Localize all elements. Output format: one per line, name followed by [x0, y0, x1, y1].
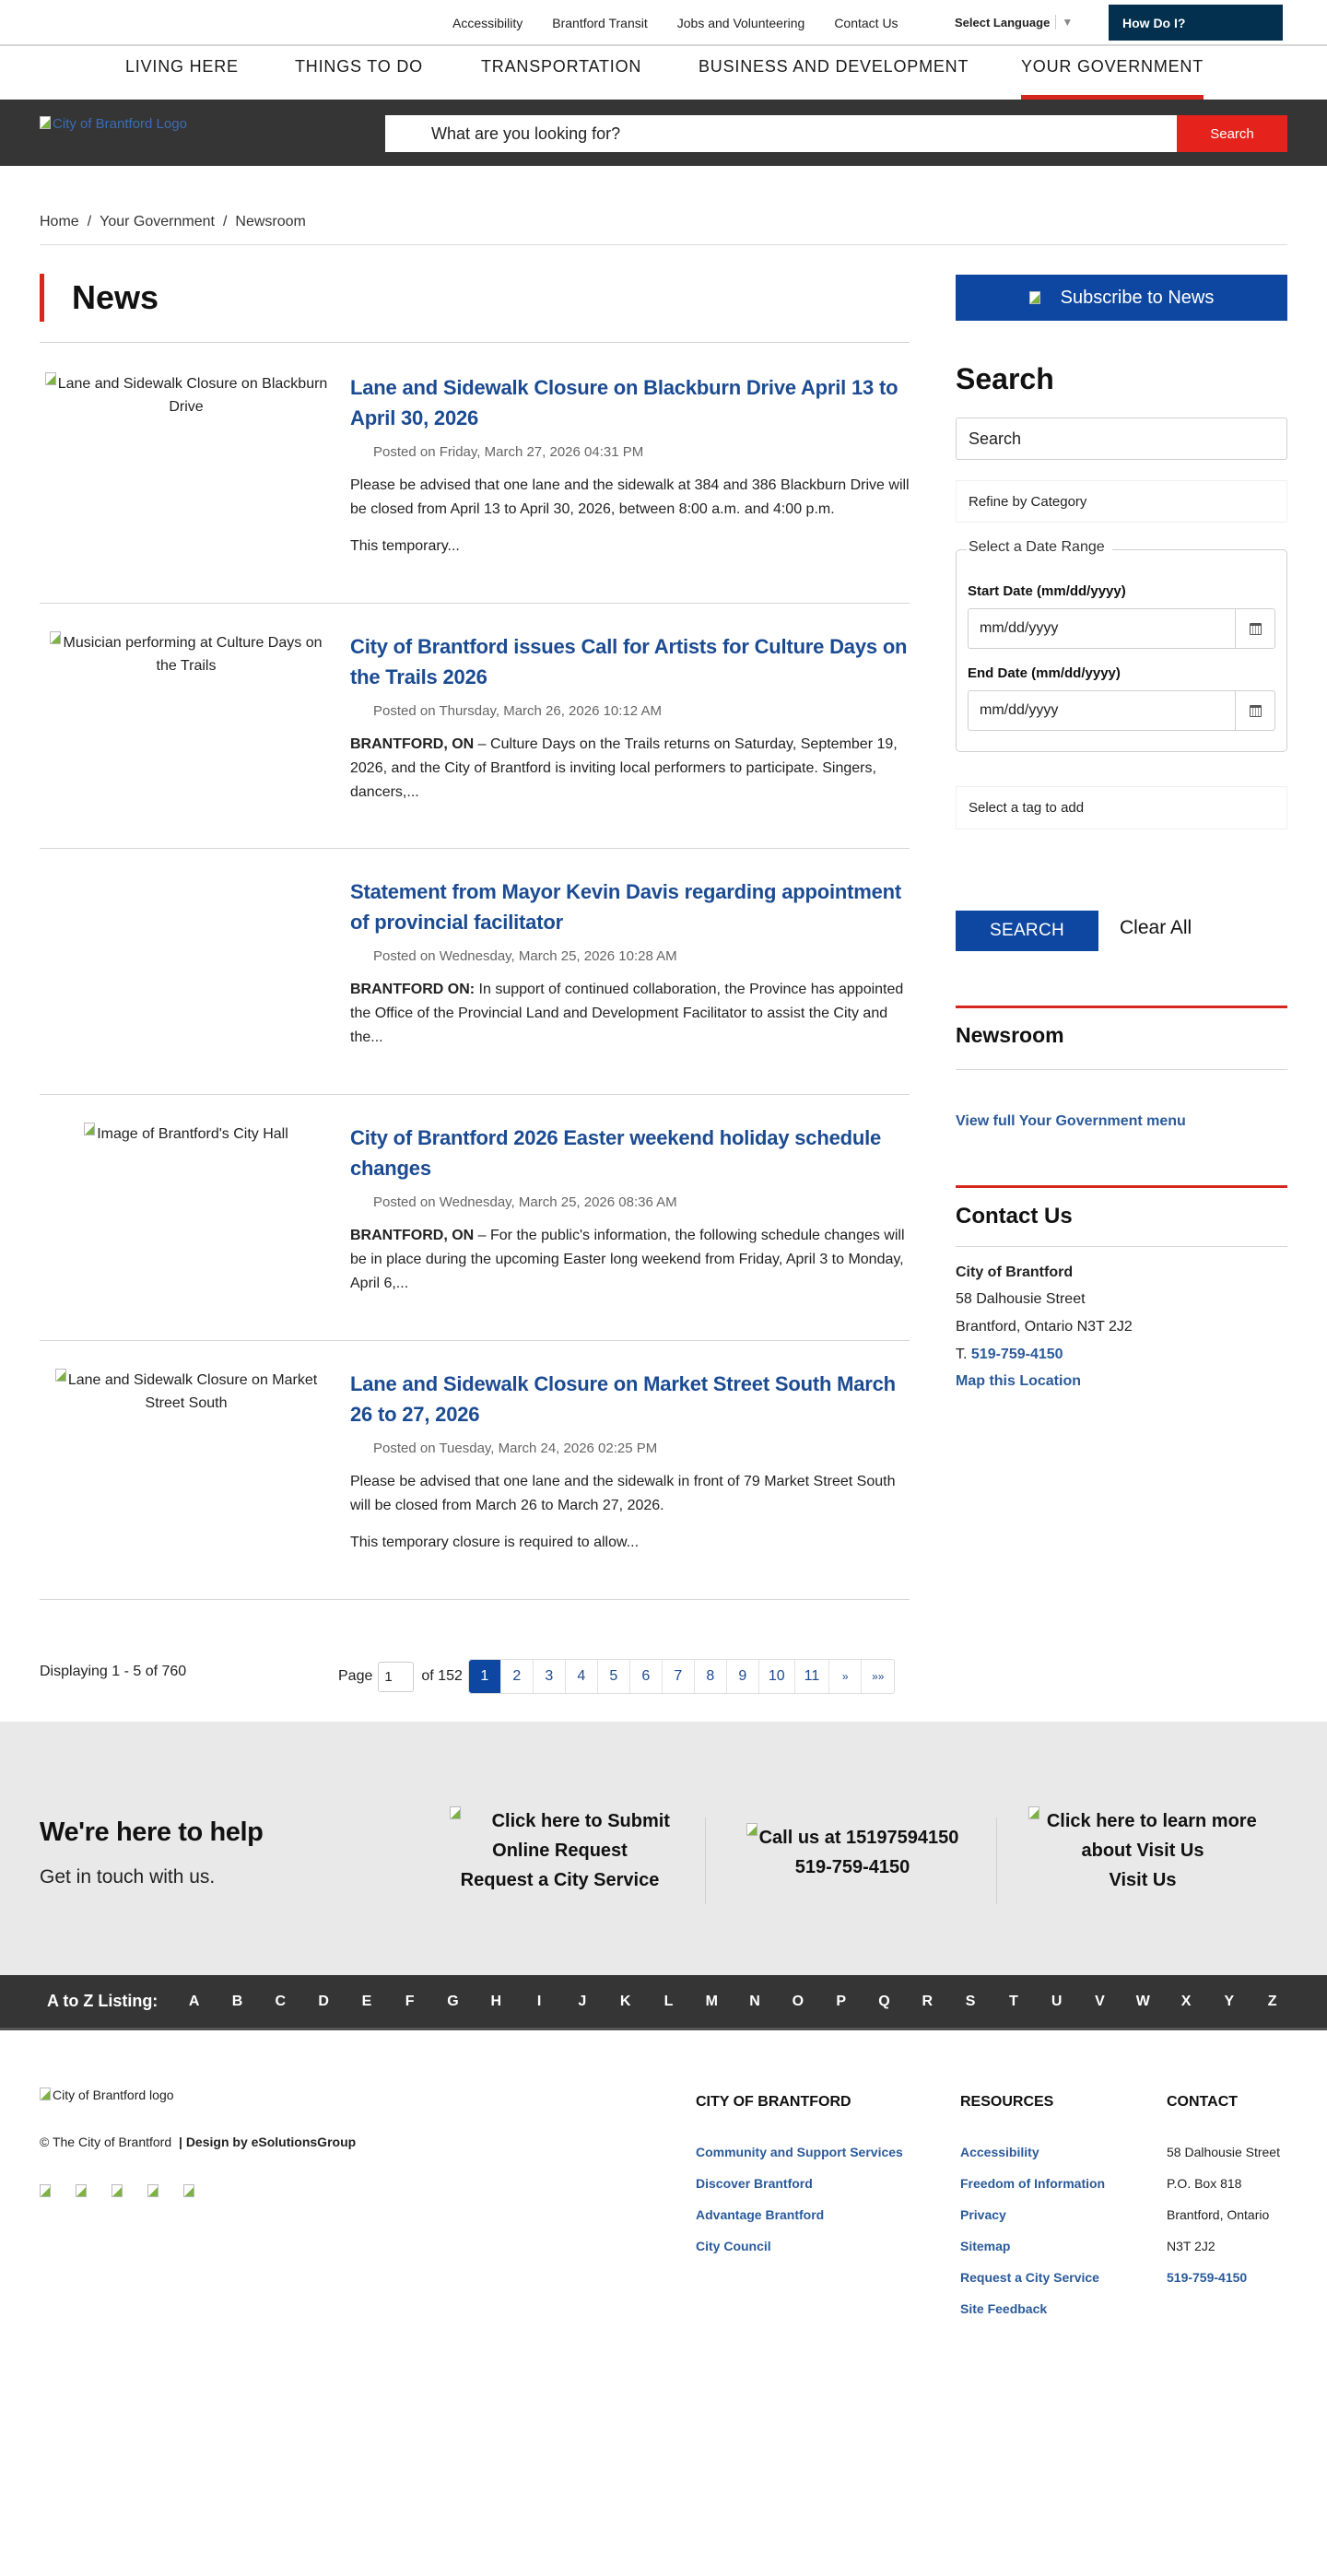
thumbnail-alt: Lane and Sidewalk Closure on Blackburn Drive	[57, 376, 328, 415]
breadcrumb-your-government[interactable]: Your Government	[100, 214, 215, 229]
news-excerpt: This temporary...	[350, 538, 460, 554]
news-excerpt: Please be advised that one lane and the sidewalk in front of 79 Market Street South will be closed from March 26 to March 27, 2026.	[350, 1474, 896, 1513]
view-full-menu-link[interactable]: View full Your Government menu	[956, 1113, 1186, 1129]
page-label: Page	[338, 1668, 373, 1684]
utility-link-contact[interactable]: Contact Us	[834, 16, 898, 30]
help-item-label: Request a City Service	[460, 1870, 660, 1890]
news-thumbnail[interactable]	[40, 1369, 333, 1415]
az-letter-h[interactable]: H	[490, 1993, 502, 2009]
footer-logo-alt: City of Brantford logo	[53, 2088, 174, 2102]
image-icon	[55, 1369, 66, 1382]
help-item-alt: Call us at 15197594150	[758, 1828, 959, 1848]
footer-col-contact	[1167, 2136, 1280, 2293]
news-body	[350, 1123, 910, 1296]
social-icon-4[interactable]	[147, 2184, 159, 2197]
contact-phone-link[interactable]: 519-759-4150	[970, 1347, 1063, 1362]
divider	[40, 848, 910, 849]
logo-alt-text: City of Brantford Logo	[53, 116, 187, 132]
site-search-input[interactable]: What are you looking for?	[385, 115, 1177, 152]
az-letter-x[interactable]: X	[1180, 1993, 1192, 2009]
az-letter-v[interactable]: V	[1095, 1993, 1105, 2009]
social-links	[40, 2184, 196, 2197]
help-item-image	[1014, 1806, 1272, 1865]
social-icon-2[interactable]	[76, 2184, 87, 2197]
image-icon	[84, 1123, 95, 1135]
divider	[40, 244, 1287, 245]
breadcrumb-separator: /	[87, 214, 92, 229]
divider	[705, 1817, 706, 1904]
news-body	[350, 876, 910, 1050]
az-letter-z[interactable]: Z	[1267, 1993, 1277, 2009]
footer-link[interactable]: Discover Brantford	[696, 2176, 813, 2191]
az-letter-o[interactable]: O	[792, 1993, 804, 2009]
footer-col-heading: RESOURCES	[960, 2094, 1054, 2110]
news-excerpt-text: In support of continued collaboration, the Province has appointed the Office of the Provincial Land and Development Facilitator to assist the City and the...	[350, 982, 904, 1045]
news-excerpt-text: – Culture Days on the Trails returns on Saturday, September 19, 2026, and the City of Brantford is inviting local performers to participate. Singers, dancers,...	[350, 736, 898, 800]
news-posted-date: Posted on Thursday, March 26, 2026 10:12 AM	[373, 703, 662, 719]
footer-link[interactable]: Sitemap	[960, 2239, 1011, 2253]
az-letter-f[interactable]: F	[405, 1993, 415, 2009]
last-page-button[interactable]: »»	[872, 1670, 885, 1683]
location-icon	[1028, 1806, 1039, 1819]
end-date-input[interactable]: mm/dd/yyyy	[980, 702, 1059, 718]
utility-link-jobs[interactable]: Jobs and Volunteering	[676, 16, 805, 30]
a-to-z-label: A to Z Listing:	[47, 1992, 159, 2010]
breadcrumb-current: Newsroom	[235, 214, 306, 229]
page-link-3[interactable]: 3	[534, 1660, 566, 1693]
help-item-label: 519-759-4150	[794, 1857, 910, 1877]
az-letter-t[interactable]: T	[1008, 1993, 1018, 2009]
subscribe-label: Subscribe to News	[1060, 287, 1215, 308]
social-icon-5[interactable]	[183, 2184, 194, 2197]
footer-col-city	[696, 2136, 903, 2262]
news-excerpt	[350, 733, 910, 805]
news-posted-date: Posted on Friday, March 27, 2026 04:31 PM	[373, 444, 644, 460]
az-letter-w[interactable]: W	[1135, 1993, 1150, 2009]
tag-select[interactable]: Select a tag to add	[956, 786, 1287, 829]
page-link-7[interactable]: 7	[663, 1660, 695, 1693]
breadcrumb	[40, 214, 306, 230]
language-divider	[1055, 15, 1056, 29]
end-date-field[interactable]	[968, 690, 1275, 731]
az-letter-i[interactable]: I	[536, 1993, 542, 2009]
newsroom-heading: Newsroom	[956, 1023, 1064, 1047]
copyright	[40, 2135, 356, 2149]
divider	[40, 603, 910, 604]
nav-transportation[interactable]: TRANSPORTATION	[481, 57, 642, 76]
news-posted-date: Posted on Wednesday, March 25, 2026 10:28 AM	[373, 948, 677, 964]
az-letter-c[interactable]: C	[275, 1993, 287, 2009]
az-letter-m[interactable]: M	[705, 1993, 718, 2009]
page-title: News	[40, 274, 159, 322]
news-dateline: BRANTFORD ON:	[350, 982, 476, 997]
news-title-link[interactable]: City of Brantford 2026 Easter weekend holiday schedule changes	[350, 1126, 882, 1180]
news-thumbnail[interactable]	[40, 631, 333, 677]
divider	[996, 1817, 997, 1904]
page-link-11[interactable]: 11	[795, 1660, 830, 1693]
category-select[interactable]: Refine by Category	[956, 480, 1287, 523]
page-number-input[interactable]: 1	[378, 1662, 414, 1692]
sidebar-search-input[interactable]: Search	[956, 418, 1287, 460]
nav-your-government[interactable]: YOUR GOVERNMENT	[1021, 46, 1204, 100]
map-location-link[interactable]: Map this Location	[956, 1373, 1081, 1389]
news-body	[350, 372, 910, 559]
footer-address-line: Brantford, Ontario	[1167, 2207, 1270, 2222]
social-icon-3[interactable]	[112, 2184, 123, 2197]
help-request-service[interactable]	[433, 1806, 687, 1895]
site-logo[interactable]	[40, 116, 187, 132]
news-posted-date: Posted on Wednesday, March 25, 2026 08:36 AM	[373, 1194, 677, 1210]
page-link-5[interactable]: 5	[598, 1660, 630, 1693]
news-title-link[interactable]: Lane and Sidewalk Closure on Market Street South March 26 to 27, 2026	[350, 1372, 896, 1426]
footer-link[interactable]: Advantage Brantford	[696, 2207, 825, 2222]
footer-link[interactable]: Request a City Service	[960, 2270, 1099, 2285]
az-letter-p[interactable]: P	[836, 1993, 846, 2009]
footer-address-line: P.O. Box 818	[1167, 2176, 1242, 2191]
footer-address-line: N3T 2J2	[1167, 2239, 1215, 2253]
nav-things-to-do[interactable]: THINGS TO DO	[295, 57, 423, 76]
footer-phone-link[interactable]: 519-759-4150	[1167, 2270, 1248, 2285]
breadcrumb-home[interactable]: Home	[40, 214, 79, 229]
site-search-button[interactable]: Search	[1177, 115, 1287, 152]
help-visit-us[interactable]	[1014, 1806, 1272, 1895]
help-item-alt: Click here to learn more about Visit Us	[1046, 1811, 1257, 1861]
news-body	[350, 1369, 910, 1555]
az-letter-y[interactable]: Y	[1224, 1993, 1235, 2009]
news-excerpt-text: – For the public's information, the following schedule changes will be in place during the upcoming Easter long weekend from Friday, April 3 to Monday, April 6,...	[350, 1228, 905, 1291]
news-excerpt	[350, 1224, 910, 1296]
page-link-10[interactable]: 10	[759, 1660, 795, 1693]
az-letter-g[interactable]: G	[447, 1993, 459, 2009]
results-count: Displaying 1 - 5 of 760	[40, 1664, 187, 1679]
thumbnail-alt: Lane and Sidewalk Closure on Market Street South	[67, 1372, 318, 1411]
contact-heading: Contact Us	[956, 1204, 1073, 1229]
how-do-i-button[interactable]: How Do I?	[1109, 5, 1283, 41]
az-letter-u[interactable]: U	[1051, 1993, 1063, 2009]
start-date-label: Start Date (mm/dd/yyyy)	[968, 583, 1126, 599]
language-select[interactable]	[955, 15, 1073, 29]
start-date-picker-button[interactable]	[1235, 609, 1274, 648]
phone-prefix: T.	[956, 1347, 968, 1362]
contact-phone-line	[956, 1347, 1063, 1363]
az-letter-a[interactable]: A	[188, 1993, 200, 2009]
end-date-label: End Date (mm/dd/yyyy)	[968, 665, 1121, 681]
az-letter-d[interactable]: D	[318, 1993, 329, 2009]
nav-living-here[interactable]: LIVING HERE	[125, 57, 239, 76]
footer-link[interactable]: Community and Support Services	[696, 2145, 903, 2159]
logo-image-icon	[40, 2088, 51, 2100]
image-icon	[50, 631, 61, 644]
page-link-1[interactable]: 1	[469, 1660, 501, 1693]
news-title-link[interactable]: Statement from Mayor Kevin Davis regarding appointment of provincial facilitator	[350, 880, 901, 934]
contact-org: City of Brantford	[956, 1264, 1074, 1280]
news-dateline: BRANTFORD, ON	[350, 736, 475, 752]
divider	[40, 1599, 910, 1600]
az-letter-j[interactable]: J	[578, 1993, 587, 2009]
clear-all-button[interactable]: Clear All	[1120, 917, 1192, 938]
date-range-legend: Select a Date Range	[967, 539, 1112, 556]
news-title-link[interactable]: City of Brantford issues Call for Artists for Culture Days on the Trails 2026	[350, 635, 908, 688]
divider	[40, 1340, 910, 1341]
thumbnail-alt: Image of Brantford's City Hall	[97, 1126, 288, 1142]
section-accent	[956, 1006, 1287, 1008]
image-icon	[45, 372, 56, 385]
footer-link[interactable]: Privacy	[960, 2207, 1006, 2222]
start-date-field[interactable]	[968, 608, 1275, 649]
contact-city: Brantford, Ontario N3T 2J2	[956, 1319, 1133, 1335]
news-excerpt: Please be advised that one lane and the sidewalk at 384 and 386 Blackburn Drive will be closed from April 13 to April 30, 2026, between 8:00 a.m. and 4:00 p.m.	[350, 477, 910, 517]
help-subheading: Get in touch with us.	[40, 1866, 216, 1888]
footer-col-resources	[960, 2136, 1105, 2324]
az-letter-r[interactable]: R	[922, 1993, 934, 2009]
divider	[40, 1094, 910, 1095]
design-credit-link[interactable]: | Design by eSolutionsGroup	[179, 2135, 357, 2149]
sidebar-search-heading: Search	[956, 362, 1054, 395]
divider	[956, 1246, 1287, 1247]
a-to-z-listing	[0, 1975, 1327, 2030]
utility-links	[452, 0, 928, 46]
news-thumbnail[interactable]	[40, 1123, 333, 1146]
divider	[956, 1069, 1287, 1070]
end-date-picker-button[interactable]	[1235, 691, 1274, 730]
footer-col-heading: CONTACT	[1167, 2094, 1239, 2110]
footer-logo[interactable]	[40, 2088, 174, 2102]
next-page-button[interactable]: »	[829, 1660, 862, 1693]
caret-down-icon: ▼	[1062, 16, 1074, 29]
az-letter-q[interactable]: Q	[878, 1993, 890, 2009]
footer-col-heading: CITY OF BRANTFORD	[696, 2094, 851, 2110]
divider	[40, 342, 910, 343]
news-body	[350, 631, 910, 805]
page-link-9[interactable]: 9	[727, 1660, 759, 1693]
main-nav	[0, 46, 1327, 100]
nav-business-development[interactable]: BUSINESS AND DEVELOPMENT	[699, 57, 969, 76]
az-letter-b[interactable]: B	[231, 1993, 243, 2009]
utility-link-accessibility[interactable]: Accessibility	[452, 16, 523, 30]
help-item-image	[733, 1823, 972, 1853]
copyright-text: © The City of Brantford	[40, 2135, 172, 2149]
header-search-band	[0, 100, 1327, 166]
help-item-image	[433, 1806, 687, 1865]
rss-icon	[1029, 291, 1040, 304]
phone-icon	[746, 1823, 757, 1836]
news-title-link[interactable]: Lane and Sidewalk Closure on Blackburn Drive April 13 to April 30, 2026	[350, 376, 898, 429]
news-thumbnail[interactable]	[40, 372, 333, 418]
breadcrumb-separator: /	[222, 214, 228, 229]
contact-street: 58 Dalhousie Street	[956, 1291, 1086, 1307]
az-letter-l[interactable]: L	[664, 1993, 674, 2009]
help-heading: We're here to help	[40, 1817, 264, 1847]
footer-link[interactable]: Site Feedback	[960, 2301, 1048, 2316]
footer-address-line: 58 Dalhousie Street	[1167, 2145, 1280, 2159]
help-call-us[interactable]	[733, 1823, 972, 1882]
thumbnail-alt: Musician performing at Culture Days on the Trails	[63, 635, 323, 674]
news-excerpt	[350, 978, 910, 1050]
page-link-2[interactable]: 2	[501, 1660, 534, 1693]
page-links	[468, 1659, 895, 1694]
page-link-4[interactable]: 4	[566, 1660, 598, 1693]
news-dateline: BRANTFORD, ON	[350, 1228, 475, 1243]
utility-link-transit[interactable]: Brantford Transit	[552, 16, 648, 30]
help-item-label: Visit Us	[1109, 1870, 1177, 1890]
footer-link[interactable]: Accessibility	[960, 2145, 1039, 2159]
calendar-icon	[1250, 623, 1262, 635]
sidebar-search-button[interactable]: SEARCH	[956, 911, 1098, 951]
social-icon-1[interactable]	[40, 2184, 51, 2197]
start-date-input[interactable]: mm/dd/yyyy	[980, 620, 1059, 636]
az-letter-s[interactable]: S	[965, 1993, 976, 2009]
page-total: of 152	[421, 1668, 463, 1684]
language-label: Select Language	[955, 15, 1051, 29]
page-link-6[interactable]: 6	[630, 1660, 663, 1693]
news-excerpt: This temporary closure is required to allow...	[350, 1535, 640, 1550]
utility-bar	[0, 0, 1327, 46]
footer-link[interactable]: Freedom of Information	[960, 2176, 1106, 2191]
calendar-icon	[1250, 705, 1262, 717]
page-link-8[interactable]: 8	[695, 1660, 727, 1693]
help-item-alt: Click here to Submit Online Request	[491, 1811, 670, 1861]
az-letter-e[interactable]: E	[361, 1993, 372, 2009]
footer-link[interactable]: City Council	[696, 2239, 771, 2253]
logo-image-icon	[40, 116, 51, 129]
request-icon	[450, 1806, 461, 1819]
section-accent	[956, 1185, 1287, 1188]
news-posted-date: Posted on Tuesday, March 24, 2026 02:25 PM	[373, 1441, 658, 1456]
subscribe-button[interactable]	[956, 275, 1287, 321]
az-letter-k[interactable]: K	[619, 1993, 631, 2009]
az-letter-n[interactable]: N	[749, 1993, 760, 2009]
pagination	[338, 1659, 895, 1694]
